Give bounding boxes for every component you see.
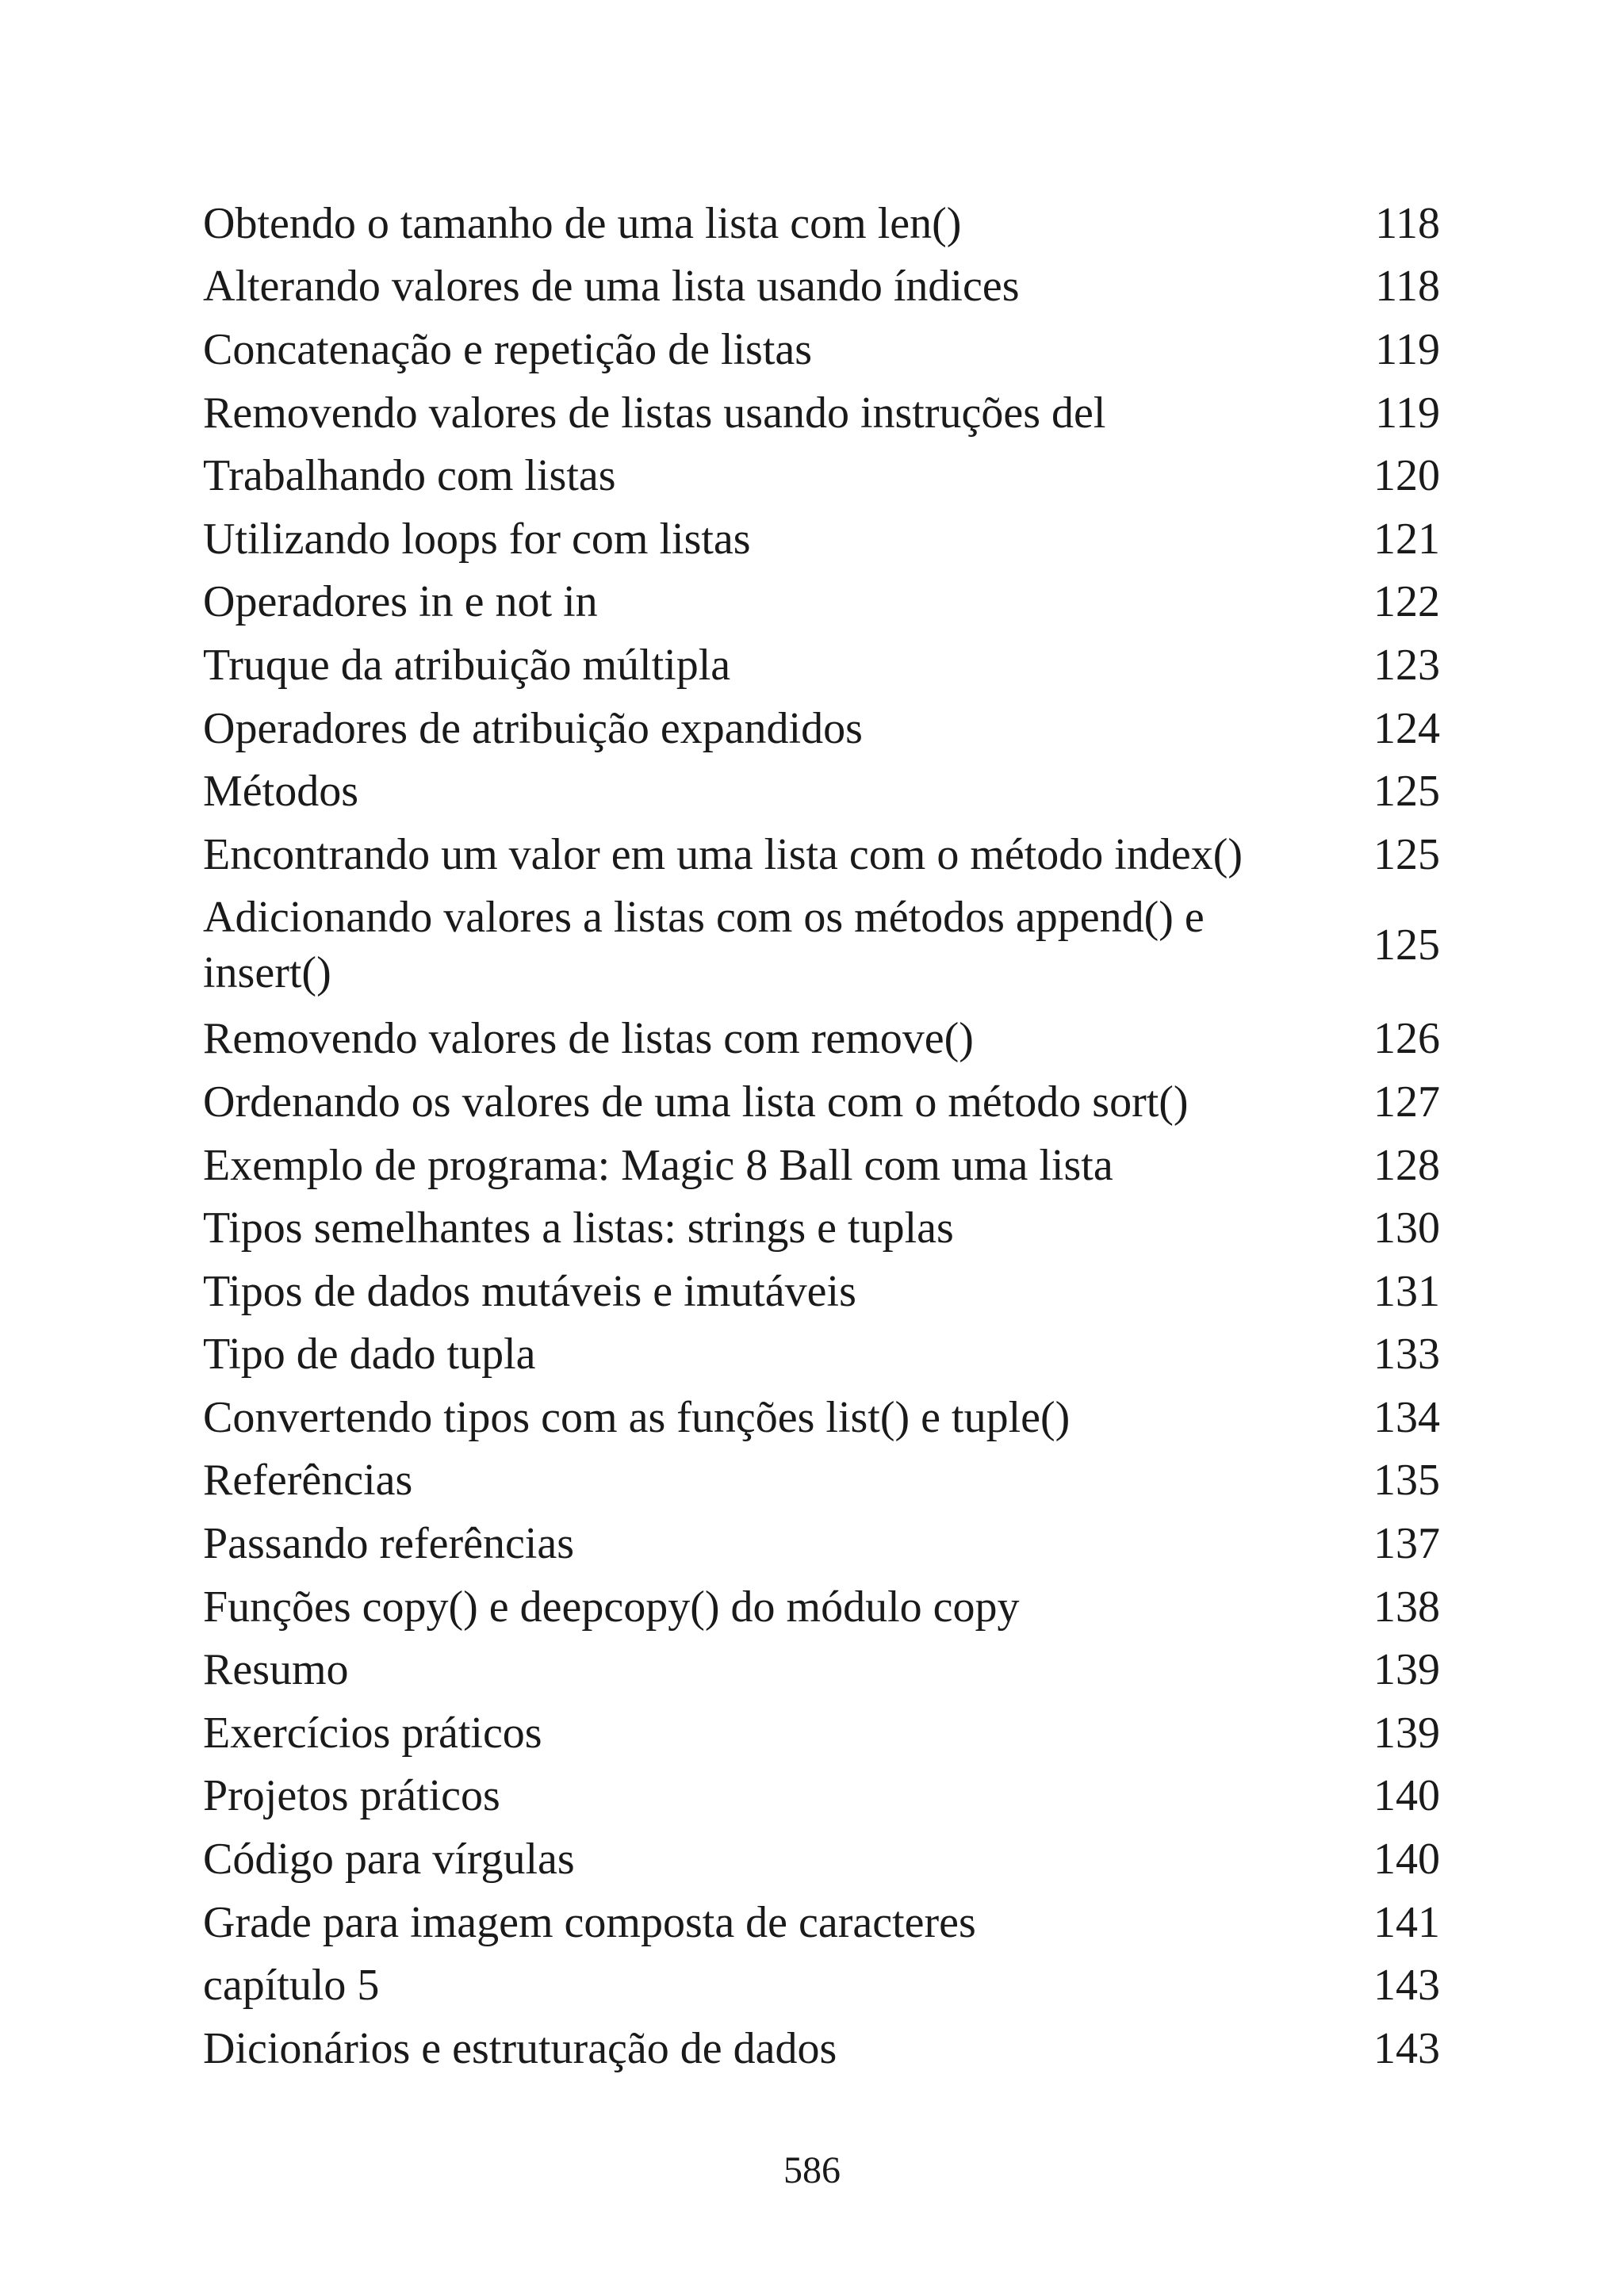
toc-entry	[203, 571, 1440, 634]
toc-entry	[203, 1701, 1440, 1765]
toc-entry-title: Exemplo de programa: Magic 8 Ball com uma lista	[203, 1140, 1113, 1190]
toc-entry-title: Grade para imagem composta de caracteres	[203, 1897, 976, 1947]
toc-entry-page: 140	[1373, 1835, 1440, 1885]
toc-entry-title: Passando referências	[203, 1519, 575, 1569]
toc-entry-page: 119	[1375, 388, 1440, 438]
toc-entry	[203, 886, 1440, 1004]
toc-entry-page: 125	[1373, 829, 1440, 879]
toc-entry-title: Removendo valores de listas usando instruções del	[203, 388, 1106, 438]
toc-entry-page: 133	[1373, 1330, 1440, 1380]
toc-entry	[203, 192, 1440, 255]
toc-entry-title: Concatenação e repetição de listas	[203, 324, 813, 374]
toc-entry-page: 143	[1373, 2023, 1440, 2073]
toc-entry	[203, 1575, 1440, 1639]
toc-entry-page: 139	[1373, 1708, 1440, 1758]
toc-entry	[203, 1134, 1440, 1197]
toc-entry	[203, 1891, 1440, 1954]
toc-entry-page: 128	[1373, 1140, 1440, 1190]
toc-entry	[203, 507, 1440, 571]
toc-entry	[203, 1449, 1440, 1513]
toc-entry-page: 130	[1373, 1203, 1440, 1253]
toc-entry	[203, 1070, 1440, 1134]
toc-entry	[203, 1954, 1440, 2017]
toc-entry-title: Dicionários e estruturação de dados	[203, 2023, 837, 2073]
toc-entry-title: Adicionando valores a listas com os métodos append() e insert()	[203, 893, 1205, 998]
toc-entry	[203, 1386, 1440, 1449]
toc-entry-page: 122	[1373, 577, 1440, 627]
toc-entry-title: Truque da atribuição múltipla	[203, 640, 731, 690]
toc-entry-page: 134	[1373, 1392, 1440, 1442]
toc-entry-title: Funções copy() e deepcopy() do módulo copy	[203, 1582, 1020, 1632]
toc-entry-page: 119	[1375, 324, 1440, 374]
toc-entry-page: 120	[1373, 451, 1440, 501]
toc-entry-title: Tipo de dado tupla	[203, 1330, 536, 1380]
toc-entry-page: 118	[1375, 262, 1440, 312]
toc-entry	[203, 1765, 1440, 1828]
toc-entry-page: 141	[1373, 1897, 1440, 1947]
toc-entry	[203, 1196, 1440, 1260]
toc-entry-title: Referências	[203, 1456, 413, 1506]
toc-entry	[203, 1638, 1440, 1701]
toc-entry	[203, 381, 1440, 445]
toc-entry-title: Encontrando um valor em uma lista com o método index()	[203, 829, 1243, 879]
toc-entry-page: 125	[1373, 767, 1440, 817]
toc-entry-page: 131	[1373, 1266, 1440, 1316]
toc-entry-page: 138	[1373, 1582, 1440, 1632]
toc-entry-page: 124	[1373, 703, 1440, 753]
toc-entry-title: Convertendo tipos com as funções list() e tuple()	[203, 1392, 1071, 1442]
toc-entry	[203, 444, 1440, 507]
toc-entry-title: Código para vírgulas	[203, 1835, 575, 1885]
toc-entry-page: 127	[1373, 1077, 1440, 1127]
toc-entry-page: 125	[1373, 920, 1440, 970]
toc-entry-page: 118	[1375, 198, 1440, 248]
toc-entry-title: capítulo 5	[203, 1961, 380, 2011]
toc-entry-title: Alterando valores de uma lista usando índices	[203, 262, 1020, 312]
toc-entry-page: 137	[1373, 1519, 1440, 1569]
toc-entry-page: 123	[1373, 640, 1440, 690]
table-of-contents	[203, 192, 1440, 2080]
toc-entry	[203, 1827, 1440, 1891]
toc-entry-page: 126	[1373, 1014, 1440, 1064]
toc-entry	[203, 633, 1440, 697]
toc-entry-title: Operadores in e not in	[203, 577, 598, 627]
toc-entry	[203, 1260, 1440, 1323]
toc-entry	[203, 1008, 1440, 1071]
toc-entry	[203, 697, 1440, 760]
toc-entry-title: Operadores de atribuição expandidos	[203, 703, 863, 753]
toc-entry-page: 121	[1373, 514, 1440, 564]
toc-entry-page: 143	[1373, 1961, 1440, 2011]
toc-entry-page: 135	[1373, 1456, 1440, 1506]
toc-entry	[203, 1323, 1440, 1387]
toc-entry-page: 140	[1373, 1771, 1440, 1821]
toc-entry-title: Ordenando os valores de uma lista com o método sort()	[203, 1077, 1189, 1127]
toc-entry-page: 139	[1373, 1645, 1440, 1695]
toc-entry-title: Removendo valores de listas com remove()	[203, 1014, 974, 1064]
toc-entry	[203, 823, 1440, 886]
toc-entry	[203, 255, 1440, 319]
toc-entry-title: Métodos	[203, 767, 358, 817]
toc-entry-title: Tipos semelhantes a listas: strings e tuplas	[203, 1203, 954, 1253]
toc-entry-title: Trabalhando com listas	[203, 451, 616, 501]
toc-entry-title: Projetos práticos	[203, 1771, 500, 1821]
toc-entry	[203, 318, 1440, 381]
toc-entry	[203, 2017, 1440, 2080]
toc-entry	[203, 760, 1440, 823]
toc-entry-title: Resumo	[203, 1645, 349, 1695]
toc-entry-title: Tipos de dados mutáveis e imutáveis	[203, 1266, 856, 1316]
toc-entry-title: Obtendo o tamanho de uma lista com len()	[203, 198, 962, 248]
toc-entry-title: Utilizando loops for com listas	[203, 514, 751, 564]
toc-entry	[203, 1512, 1440, 1575]
toc-entry-title: Exercícios práticos	[203, 1708, 542, 1758]
page-number: 586	[783, 2149, 841, 2191]
